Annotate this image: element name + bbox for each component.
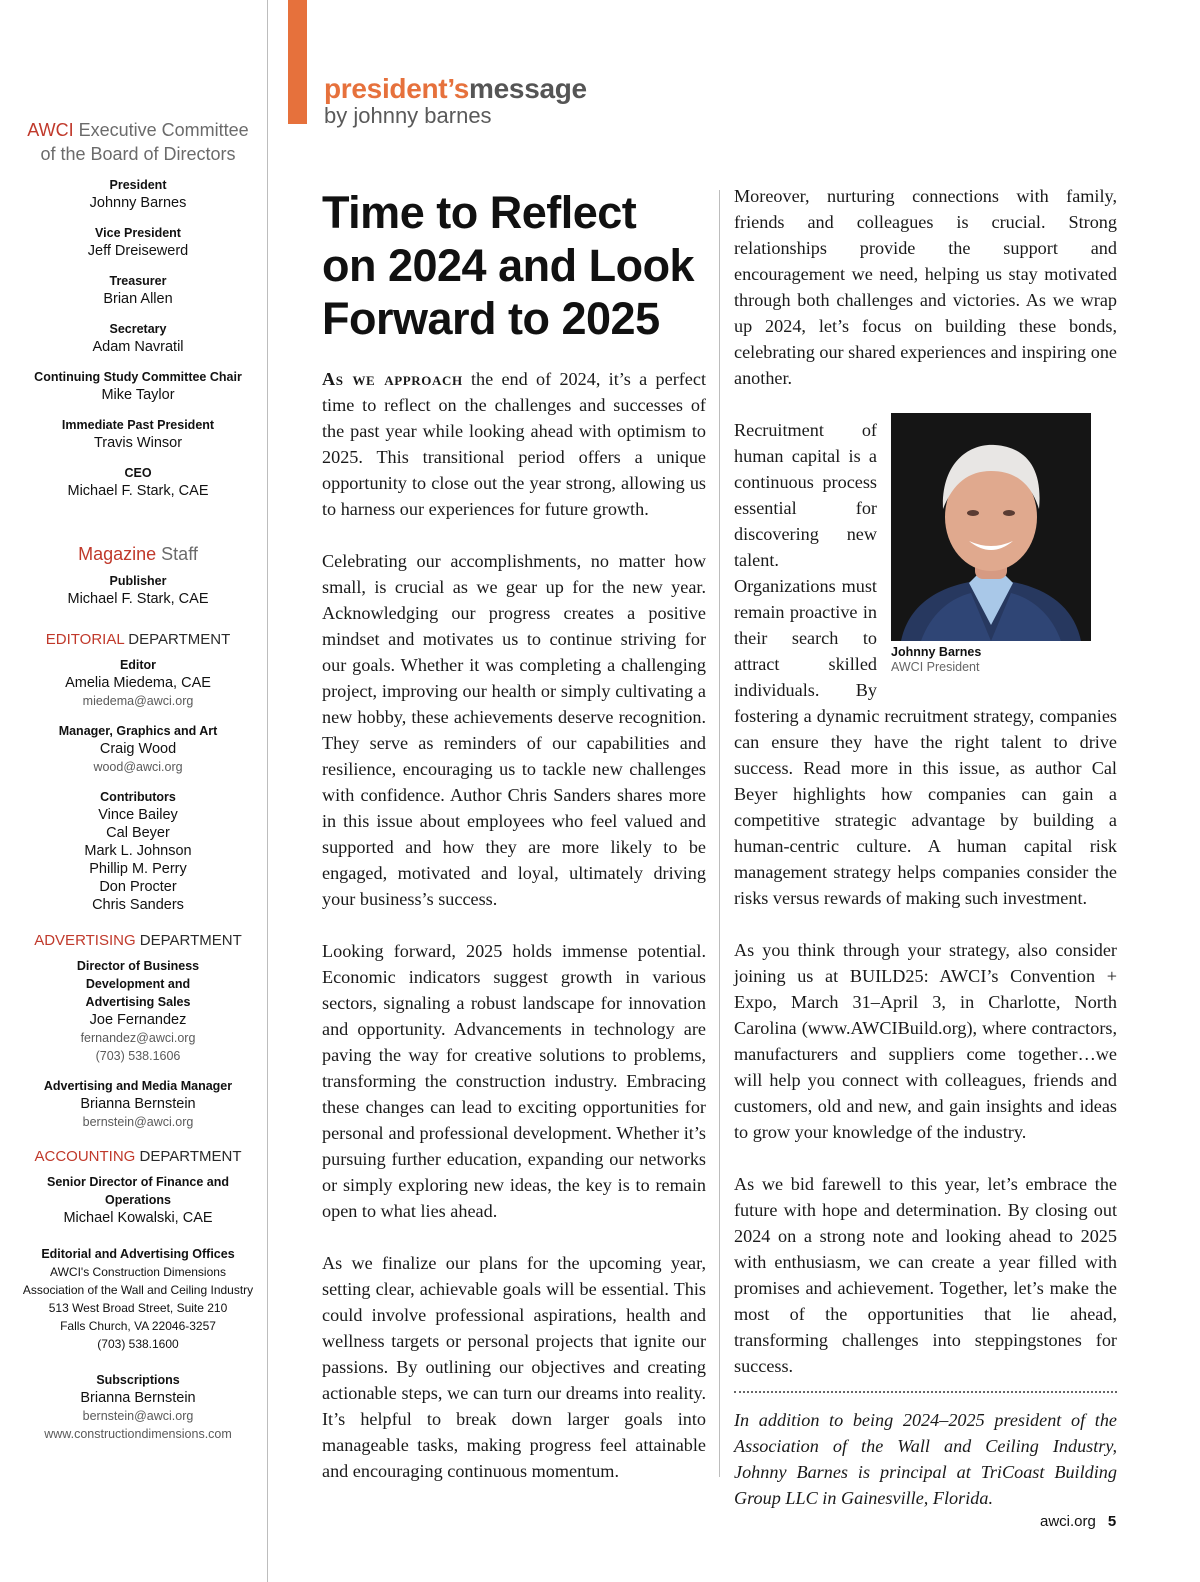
graphics-manager-entry: Manager, Graphics and Art Craig Wood wood@awci.org (0, 722, 276, 776)
dotted-divider (734, 1391, 1117, 1393)
page-number: 5 (1107, 1513, 1117, 1530)
article-paragraph: As we finalize our plans for the upcoming year, setting clear, achievable goals will be essential. This could involve professional aspirations, health and wellness targets or personal projects that ignite our passions. By outlining our objectives and creating actionable steps, we can turn our dreams into reality. It’s helpful to break down larger goals into manageable tasks, making progress feel attainable and encouraging continuous momentum. (322, 1253, 706, 1481)
article-paragraph: Moreover, nurturing connections with family, friends and colleagues is crucial. Strong relationships provide the support and encouragement we need, helping us stay motivated through both challenges and victories. As we wrap up 2024, let’s focus on building these bonds, celebrating our shared experiences and inspiring one another. (734, 186, 1117, 388)
contributor: Phillip M. Perry (89, 861, 187, 877)
photo-caption-name: Johnny Barnes (891, 645, 982, 659)
officer-entry: Secretary Adam Navratil (92, 322, 184, 355)
finance-director-entry: Senior Director of Finance and Operations Michael Kowalski, CAE (47, 1175, 229, 1226)
address-line: (703) 538.1600 (97, 1337, 179, 1351)
subscriptions-entry: Subscriptions Brianna Bernstein bernstein@awci.org www.constructiondimensions.com (0, 1371, 276, 1443)
address-line: Falls Church, VA 22046-3257 (60, 1319, 216, 1333)
contributor: Don Procter (99, 879, 177, 895)
footer-site[interactable]: awci.org (1040, 1513, 1096, 1530)
article-headline: Time to Reflect on 2024 and Look Forward to 2025 (322, 187, 695, 344)
article-paragraph: Recruitment of human capital is a continuous process essential for discovering new talent. Organizations must remain proactive in their search to attract skilled individuals. By fostering a dynamic recruitment strategy, companies can ensure they have the right talent to drive success. Read more in this issue, as author Cal Beyer highlights how companies can gain a competitive strategic advantage by building a human-centric culture. A human capital risk management strategy helps companies consider the risks versus rewards of making such investment. (734, 420, 1117, 908)
author-photo-figure (891, 413, 1117, 675)
officer-entry: Vice President Jeff Dreisewerd (87, 226, 189, 259)
officer-entry: Continuing Study Committee Chair Mike Taylor (34, 370, 242, 403)
contributor: Vince Bailey (98, 807, 178, 823)
media-manager-email[interactable]: bernstein@awci.org (82, 1115, 194, 1129)
lead-in: As we approach (322, 369, 463, 389)
bizdev-phone: (703) 538.1606 (95, 1049, 181, 1063)
accounting-department-heading: ACCOUNTING DEPARTMENT (34, 1148, 242, 1165)
officer-entry: Immediate Past President Travis Winsor (61, 418, 215, 451)
officer-entry: Treasurer Brian Allen (103, 274, 173, 307)
page-footer (1040, 1513, 1116, 1530)
article-column-right (734, 183, 1117, 1537)
editorial-department-heading: EDITORIAL DEPARTMENT (45, 631, 231, 648)
author-portrait (891, 413, 1091, 641)
article-paragraph: As we approach the end of 2024, it’s a perfect time to reflect on the challenges and successes of the past year while looking ahead with optimism to 2025. This transitional period offers a unique opportunity to close out the year strong, allowing us to harness our experiences for future growth. (322, 369, 707, 519)
article-paragraph: Celebrating our accomplishments, no matter how small, is crucial as we gear up for the new year. Acknowledging our progress creates a positive mindset and motivates us to continue striving for our goals. Whether it was completing a challenging project, improving our health or simply cultivating a new hobby, these achievements deserve recognition. They serve as reminders of our capabilities and resilience, encouraging us to tackle new challenges with confidence. Author Chris Sanders shares more in this issue about employees who feel valued and supported and how they are more likely to be engaged, motivated and loyal, ultimately driving your business’s success. (322, 551, 706, 909)
contributor: Mark L. Johnson (84, 843, 192, 859)
magazine-staff-heading: Magazine Staff (78, 544, 198, 564)
offices-entry: Editorial and Advertising Offices AWCI's Construction Dimensions Association of the Wall and Ceiling Industry 513 West Broad Street, Suite 210 Falls Church, VA 22046-3257 (703) 538.1600 (0, 1245, 276, 1353)
section-title: president’smessage (324, 73, 587, 104)
masthead-sidebar (0, 0, 268, 1582)
portrait-illustration (891, 413, 1091, 641)
address-line: AWCI's Construction Dimensions (50, 1265, 226, 1279)
editor-entry: Editor Amelia Miedema, CAE miedema@awci.org (0, 656, 276, 710)
article-column-left (322, 366, 706, 1510)
contributor: Chris Sanders (92, 897, 184, 913)
bizdev-email[interactable]: fernandez@awci.org (80, 1031, 196, 1045)
publisher-entry: Publisher Michael F. Stark, CAE (67, 574, 209, 607)
address-line: 513 West Broad Street, Suite 210 (48, 1301, 228, 1315)
byline: by johnny barnes (324, 103, 492, 128)
photo-caption-title: AWCI President (891, 660, 980, 674)
business-director-entry: Director of Business Development and Advertising Sales Joe Fernandez fernandez@awci.org (703) 538.1606 (0, 957, 276, 1065)
column-divider (719, 190, 720, 1477)
officer-entry: CEO Michael F. Stark, CAE (67, 466, 209, 499)
subscriptions-email[interactable]: bernstein@awci.org (82, 1409, 194, 1423)
address-line: Association of the Wall and Ceiling Industry (22, 1283, 254, 1297)
author-bio: In addition to being 2024–2025 president of the Association of the Wall and Ceiling Industry, Johnny Barnes is principal at TriCoast Building Group LLC in Gainesville, Florida. (734, 1410, 1117, 1508)
article-paragraph: As you think through your strategy, also consider joining us at BUILD25: AWCI’s Convention + Expo, March 31–April 3, in Charlotte, North Carolina (www.AWCIBuild.org), where contractors, manufacturers and suppliers come together…we will help you connect with colleagues, friends and customers, old and new, and gain insights and ideas to grow your knowledge of the industry. (734, 940, 1117, 1142)
executive-committee-heading: AWCI Executive Committee of the Board of Directors (27, 120, 249, 164)
website-link[interactable]: www.constructiondimensions.com (44, 1427, 232, 1441)
advertising-department-heading: ADVERTISING DEPARTMENT (34, 932, 242, 949)
graphics-email[interactable]: wood@awci.org (93, 760, 183, 774)
officer-entry: President Johnny Barnes (89, 178, 187, 211)
contributor: Cal Beyer (106, 825, 170, 841)
article-paragraph: Looking forward, 2025 holds immense potential. Economic indicators suggest growth in various sectors, signaling a robust landscape for innovation and opportunity. Advancements in technology are paving the way for creative solutions to problems, transforming the construction industry. Embracing these changes can lead to exciting opportunities for personal and professional development. Whether it’s pursuing further education, expanding our networks or simply exploring new ideas, the key is to remain open to what lies ahead. (322, 941, 706, 1221)
editor-email[interactable]: miedema@awci.org (82, 694, 194, 708)
accent-bar (288, 0, 307, 124)
article-paragraph: As we bid farewell to this year, let’s embrace the future with hope and determination. By closing out 2024 on a strong note and looking ahead to 2025 with enthusiasm, we can create a year filled with promises and achievement. Together, let’s make the most of the opportunities that lie ahead, transforming challenges into steppingstones for success. (734, 1174, 1117, 1376)
media-manager-entry: Advertising and Media Manager Brianna Bernstein bernstein@awci.org (0, 1077, 276, 1131)
contributors-entry: Contributors Vince Bailey Cal Beyer Mark L. Johnson Phillip M. Perry Don Procter Chris Sanders (0, 788, 276, 914)
